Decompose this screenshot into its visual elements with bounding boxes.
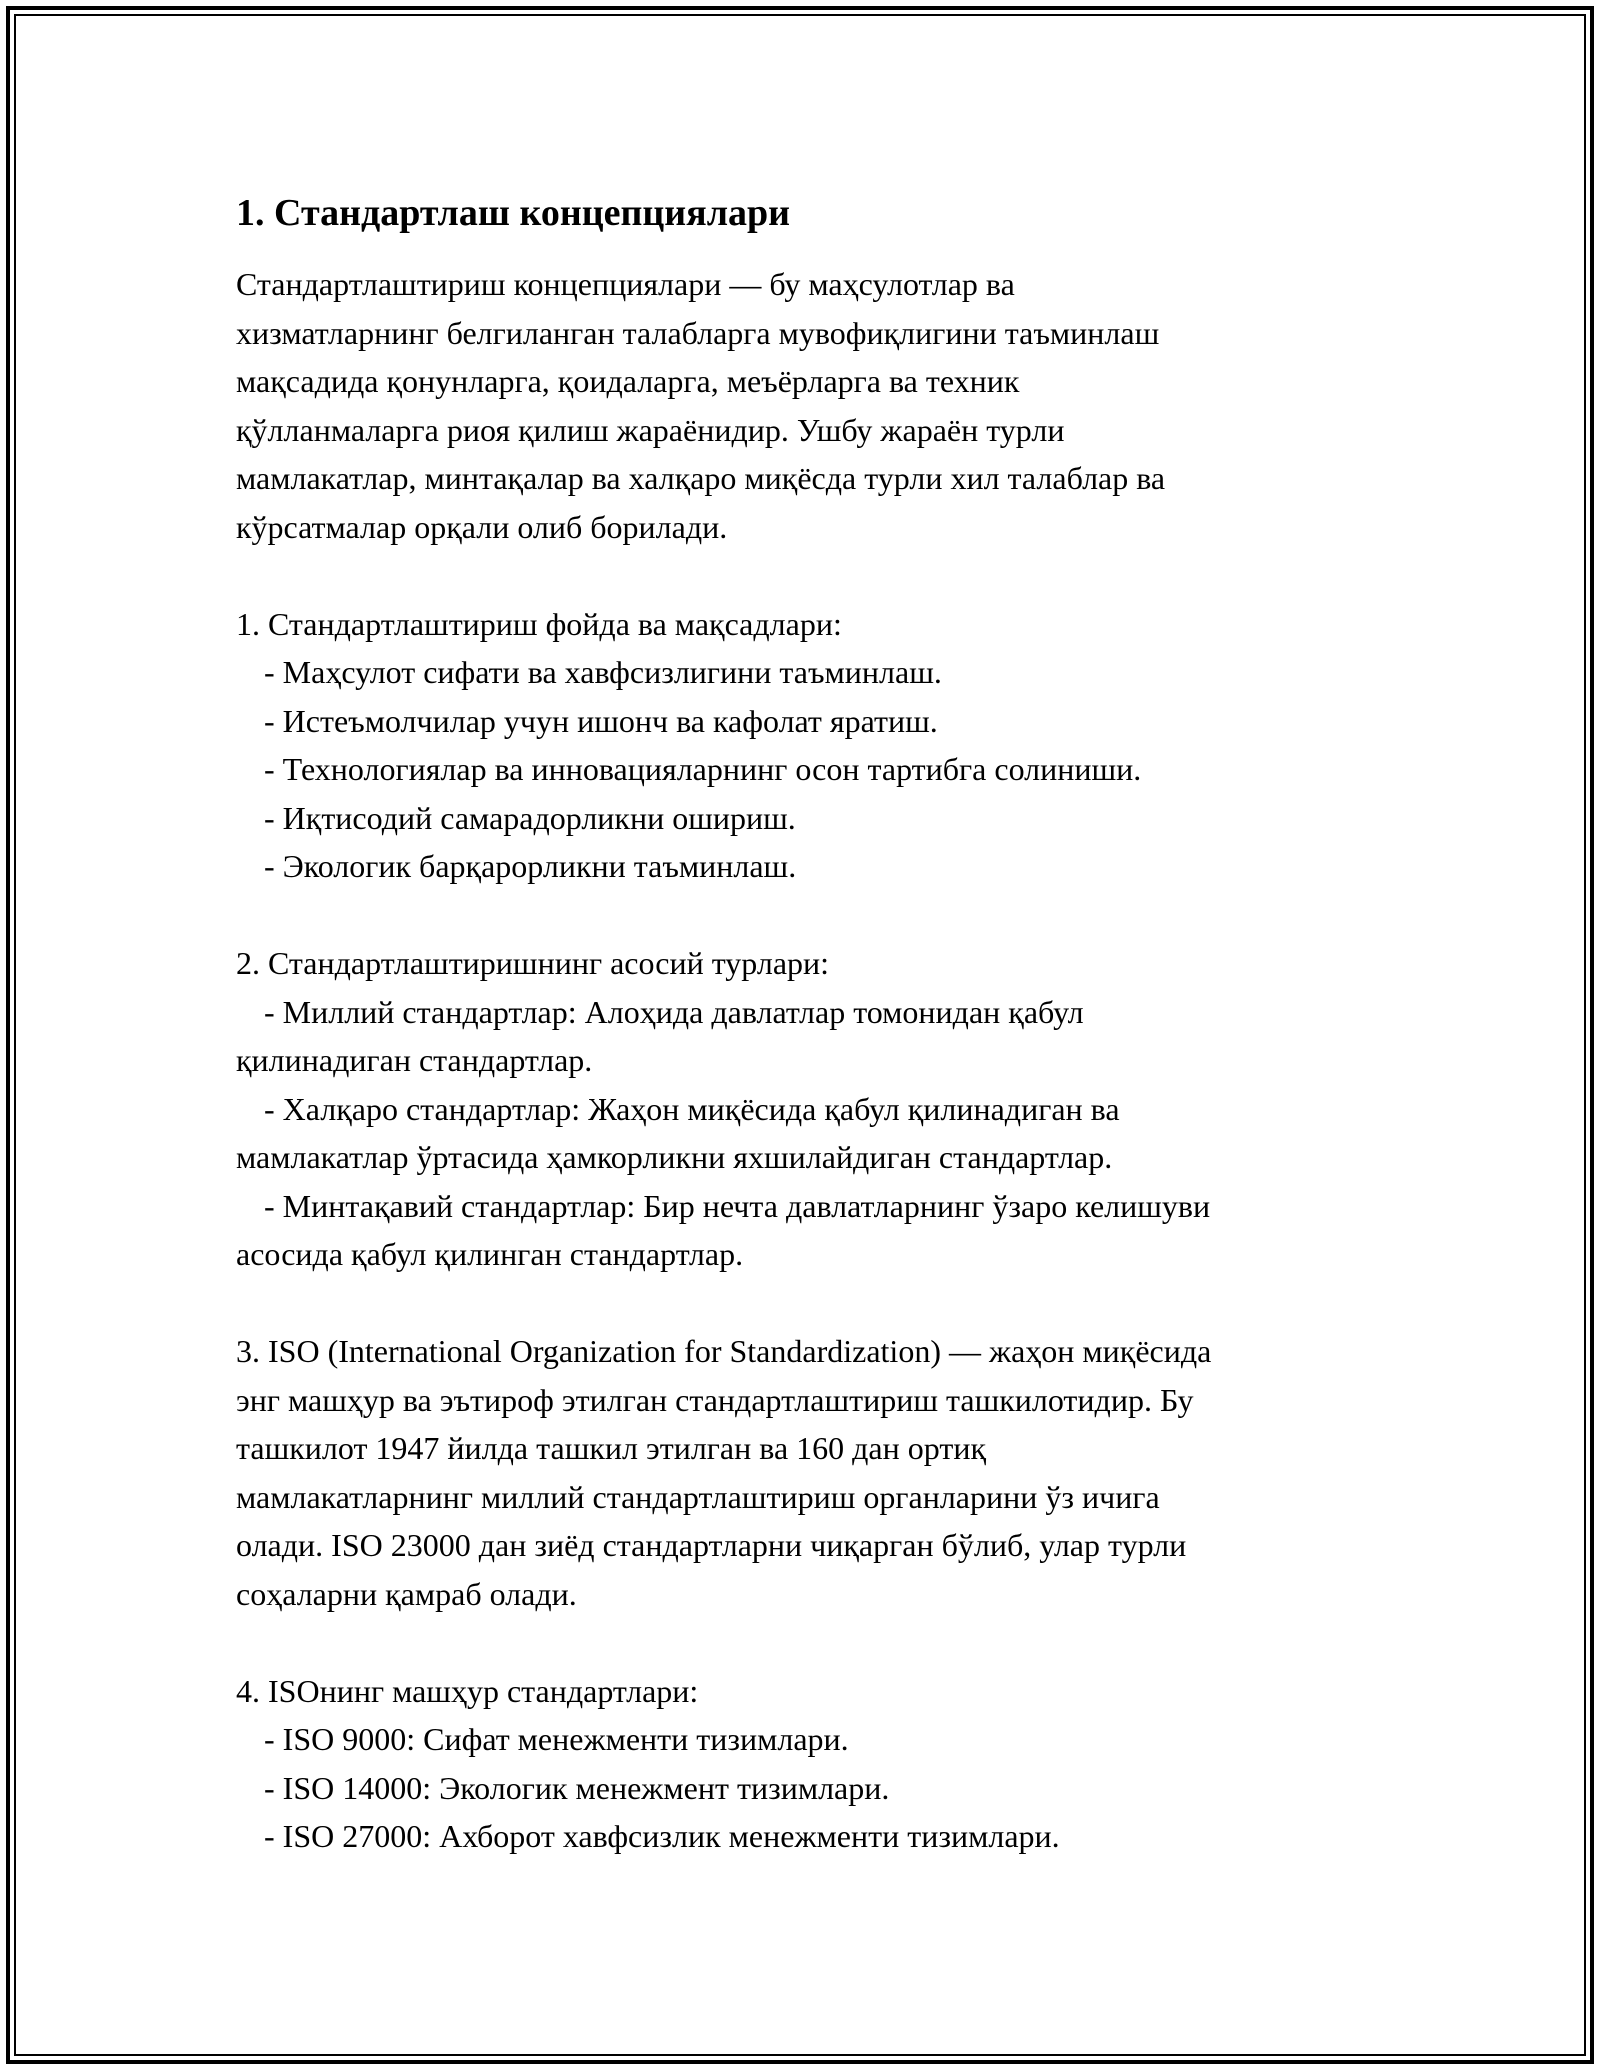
list-item: - Халқаро стандартлар: Жаҳон миқёсида қабул қилинадиган ва: [264, 1090, 1120, 1127]
list-item: - Экологик барқарорликни таъминлаш.: [264, 848, 797, 884]
intro-line: мақсадида қонунларга, қоидаларга, меъёрларга ва техник: [236, 363, 1020, 399]
document-heading: 1. Стандартлаш концепциялари: [236, 192, 791, 234]
list-item: - Миллий стандартлар: Алоҳида давлатлар томонидан қабул: [264, 993, 1084, 1030]
paragraph-line: энг машҳур ва эътироф этилган стандартлаштириш ташкилотидир. Бу: [236, 1381, 1194, 1418]
list-item: - Минтақавий стандартлар: Бир нечта давлатларнинг ўзаро келишуви: [264, 1187, 1211, 1224]
paragraph-line: соҳаларни қамраб олади.: [236, 1575, 577, 1612]
list-item: - ISO 14000: Экологик менежмент тизимлари.: [264, 1769, 890, 1806]
list-item-continuation: қилинадиган стандартлар.: [236, 1042, 593, 1078]
paragraph-line: 3. ISO (International Organization for Standardization) — жаҳон миқёсида: [236, 1333, 1212, 1369]
list-item: - Иқтисодий самарадорликни ошириш.: [264, 799, 796, 836]
intro-line: хизматларнинг белгиланган талабларга мувофиқлигини таъминлаш: [236, 314, 1160, 351]
section-types: [236, 939, 1386, 1279]
section-title: 1. Стандартлаштириш фойда ва мақсадлари:: [236, 605, 842, 642]
intro-paragraph: [236, 260, 1386, 551]
paragraph-line: ташкилот 1947 йилда ташкил этилган ва 160 дан ортиқ: [236, 1430, 986, 1466]
list-item: - Истеъмолчилар учун ишонч ва кафолат яратиш.: [264, 702, 938, 739]
section-iso: [236, 1327, 1386, 1618]
list-item: - Маҳсулот сифати ва хавфсизлигини таъминлаш.: [264, 654, 942, 690]
section-benefits: [236, 600, 1386, 891]
section-iso-standards: [236, 1667, 1386, 1861]
list-item-continuation: мамлакатлар ўртасида ҳамкорликни яхшилайдиган стандартлар.: [236, 1139, 1113, 1175]
paragraph-line: олади. ISO 23000 дан зиёд стандартларни чиқарган бўлиб, улар турли: [236, 1527, 1187, 1563]
document-body: [236, 184, 1386, 1861]
section-title: 2. Стандартлаштиришнинг асосий турлари:: [236, 945, 830, 981]
paragraph-line: мамлакатларнинг миллий стандартлаштириш органларини ўз ичига: [236, 1478, 1160, 1515]
intro-line: Стандартлаштириш концепциялари — бу маҳсулотлар ва: [236, 266, 1015, 302]
list-item: - ISO 27000: Ахборот хавфсизлик менежменти тизимлари.: [264, 1818, 1060, 1854]
intro-line: мамлакатлар, минтақалар ва халқаро миқёсда турли хил талаблар ва: [236, 460, 1166, 496]
list-item: - ISO 9000: Сифат менежменти тизимлари.: [264, 1721, 849, 1757]
intro-line: кўрсатмалар орқали олиб борилади.: [236, 508, 728, 545]
intro-line: қўлланмаларга риоя қилиш жараёнидир. Ушбу жараён турли: [236, 411, 1065, 448]
list-item-continuation: асосида қабул қилинган стандартлар.: [236, 1236, 744, 1272]
list-item: - Технологиялар ва инновацияларнинг осон тартибга солиниши.: [264, 751, 1142, 787]
section-title: 4. ISOнинг машҳур стандартлари:: [236, 1672, 699, 1709]
